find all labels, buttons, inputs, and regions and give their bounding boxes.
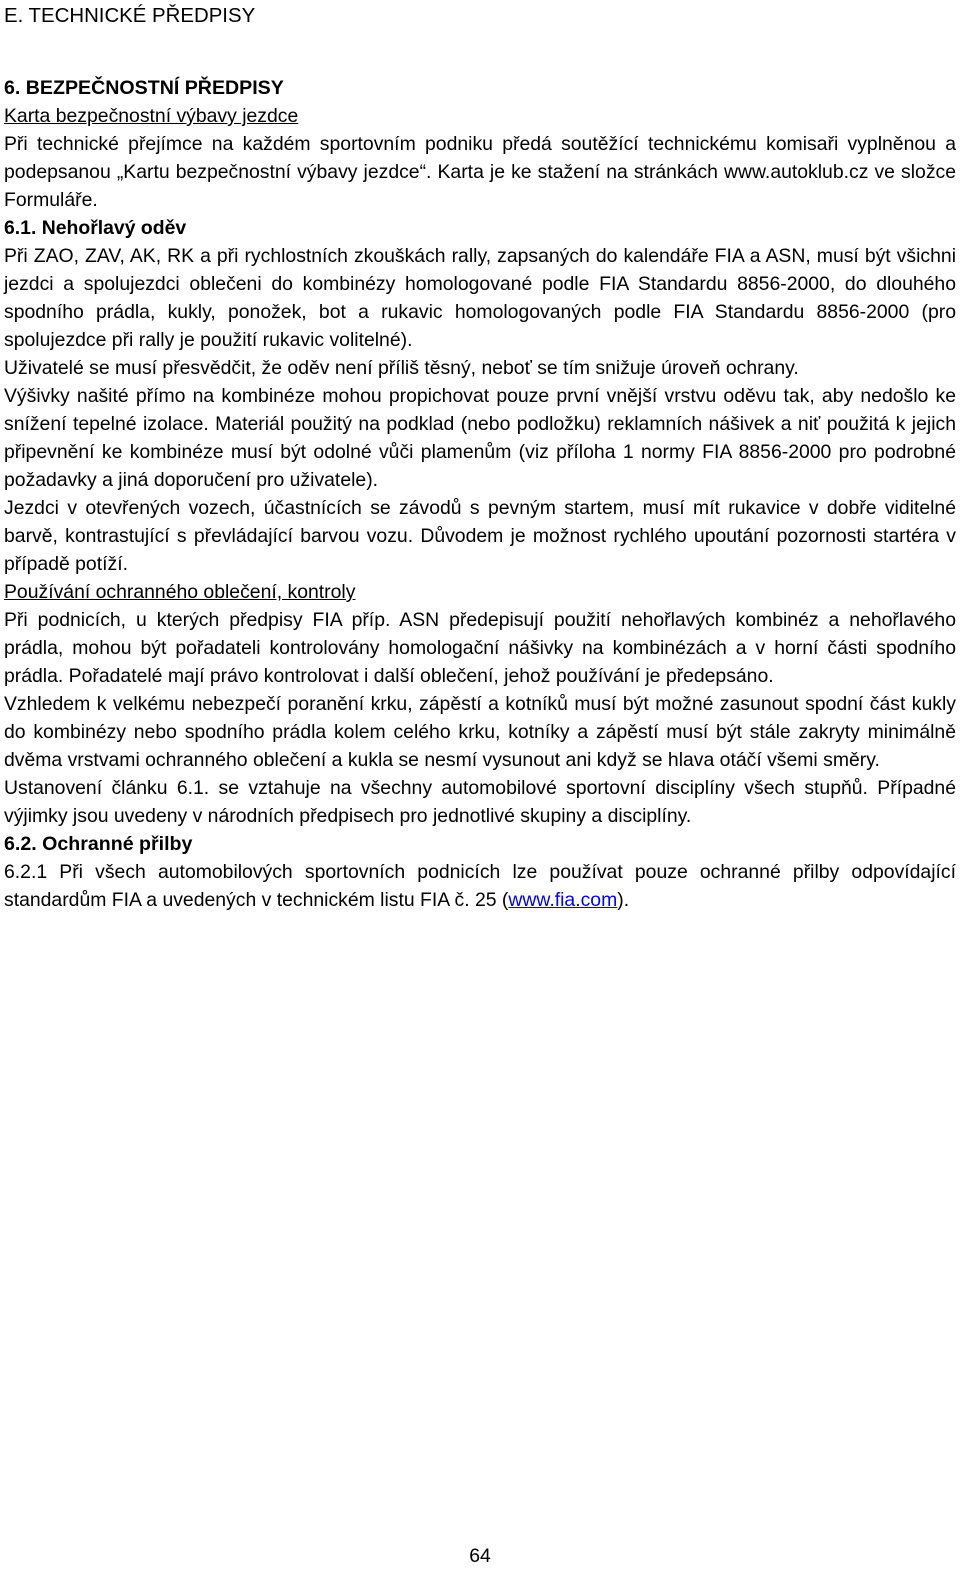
usage-paragraph-2: Vzhledem k velkému nebezpečí poranění krku, zápěstí a kotníků musí být možné zasunout spodní část kukly do kombinézy nebo spodního prádla kolem celého krku, kotníky a zápěstí musí být stále zakryty minimálně dvěma vrstvami ochranného oblečení a kukla se nesmí vysunout ani když se hlava otáčí všemi směry. xyxy=(4,693,956,771)
card-paragraph: Při technické přejímce na každém sportovním podniku předá soutěžící technickému komisaři vyplněnou a podepsanou „Kartu bezpečnostní výbavy jezdce“. Karta je ke stažení na stránkách www.autoklub.cz ve složce Formuláře. xyxy=(4,133,956,211)
section-6-2-1-text: 6.2.1 Při všech automobilových sportovních podnicích lze používat pouze ochranné přilby odpovídající standardům FIA a uvedených v technickém listu FIA č. 25 ( xyxy=(4,861,956,911)
section-6-1-heading xyxy=(4,214,956,242)
section-6-1-paragraph-4: Jezdci v otevřených vozech, účastnících se závodů s pevným startem, musí mít rukavice v dobře viditelné barvě, kontrastující s převládající barvou vozu. Důvodem je možnost rychlého upoutání pozornosti startéra v případě potíží. xyxy=(4,497,956,575)
usage-paragraph-1: Při podnicích, u kterých předpisy FIA příp. ASN předepisují použití nehořlavých kombinéz a nehořlavého prádla, mohou být pořadateli kontrolovány homologační nášivky na kombinézách a v horní části spodního prádla. Pořadatelé mají právo kontrolovat i další oblečení, jehož používání je předepsáno. xyxy=(4,609,956,687)
section-6-2-title: 6.2. Ochranné přilby xyxy=(4,833,193,855)
fia-link[interactable]: www.fia.com xyxy=(508,889,618,911)
spacer xyxy=(4,30,956,74)
usage-subtitle: Používání ochranného oblečení, kontroly xyxy=(4,581,356,603)
section-6-1-number: 6.1. xyxy=(4,217,37,239)
section-6-1-title: Nehořlavý oděv xyxy=(41,217,187,239)
section-title: 6. BEZPEČNOSTNÍ PŘEDPISY xyxy=(4,77,284,99)
document-header: E. TECHNICKÉ PŘEDPISY xyxy=(4,5,256,27)
section-6-1-paragraph-2: Uživatelé se musí přesvědčit, že oděv není příliš těsný, neboť se tím snižuje úroveň ochrany. xyxy=(4,357,799,379)
section-6-2-1-end: ). xyxy=(617,889,630,911)
section-6-1-paragraph-3: Výšivky našité přímo na kombinéze mohou propichovat pouze první vnější vrstvu oděvu tak, aby nedošlo ke snížení tepelné izolace. Materiál použitý na podklad (nebo podložku) reklamních nášivek a niť použitá k jejich připevnění ke kombinéze musí být odolné vůči plamenům (viz příloha 1 normy FIA 8856-2000 pro podrobné požadavky a jiná doporučení pro uživatele). xyxy=(4,385,956,491)
page-number: 64 xyxy=(469,1545,491,1567)
document-page xyxy=(4,0,956,914)
card-subtitle: Karta bezpečnostní výbavy jezdce xyxy=(4,105,299,127)
section-6-1-paragraph-1: Při ZAO, ZAV, AK, RK a při rychlostních zkouškách rally, zapsaných do kalendáře FIA a ASN, musí být všichni jezdci a spolujezdci oblečeni do kombinézy homologované podle FIA Standardu 8856-2000, do dlouhého spodního prádla, kukly, ponožek, bot a rukavic homologovaných podle FIA Standardu 8856-2000 (pro spolujezdce při rally je použití rukavic volitelné). xyxy=(4,245,956,351)
section-6-2-1-paragraph xyxy=(4,858,956,914)
usage-paragraph-3: Ustanovení článku 6.1. se vztahuje na všechny automobilové sportovní disciplíny všech stupňů. Případné výjimky jsou uvedeny v národních předpisech pro jednotlivé skupiny a disciplíny. xyxy=(4,777,956,827)
